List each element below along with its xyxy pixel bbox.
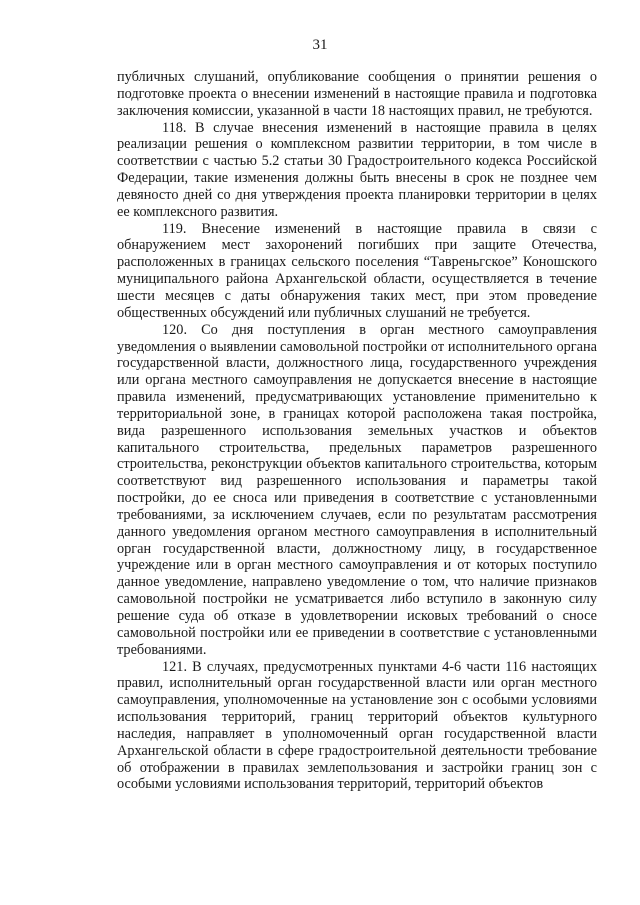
paragraph-120: 120. Со дня поступления в орган местного самоуправления уведомления о выявлении самовольной постройки от исполнительного органа государственной власти, должностного лица, государственного учреждения или органа местного самоуправления не допускается внесение в настоящие правила изменений, предусматривающих установление применительно к территориальной зоне, в границах которой расположена такая постройка, вида разрешенного использования земельных участков и объектов капитального строительства, предельных параметров разрешенного строительства, реконструкции объектов капитального строительства, которым соответствуют вид разрешенного использования и параметры такой постройки, до ее сноса или приведения в соответствие с установленными требованиями, за исключением случаев, если по результатам рассмотрения данного уведомления органом местного самоуправления в исполнительный орган государственной власти, должностному лицу, в государственное учреждение или в орган местного самоуправления и от которых поступило данное уведомление, направлено уведомление о том, что наличие признаков самовольной постройки не усматривается либо вступило в законную силу решение суда об отказе в удовлетворении исковых требований о сносе самовольной постройки или ее приведении в соответствие с установленными требованиями.	[117, 321, 597, 658]
paragraph-118: 118. В случае внесения изменений в настоящие правила в целях реализации решения о комплексном развитии территории, в том числе в соответствии с частью 5.2 статьи 30 Градостроительного кодекса Российской Федерации, такие изменения должны быть внесены в срок не позднее чем девяносто дней со дня утверждения проекта планировки территории в целях ее комплексного развития.	[117, 119, 597, 220]
paragraph-121: 121. В случаях, предусмотренных пунктами 4-6 части 116 настоящих правил, исполнительный орган государственной власти или орган местного самоуправления, уполномоченные на установление зон с особыми условиями использования территорий, границ территорий объектов культурного наследия, направляет в уполномоченный орган государственной власти Архангельской области в сфере градостроительной деятельности требование об отображении в правилах землепользования и застройки границ зон с особыми условиями использования территорий, территорий объектов	[117, 658, 597, 793]
document-body	[117, 69, 597, 793]
paragraph-continuation: публичных слушаний, опубликование сообщения о принятии решения о подготовке проекта о внесении изменений в настоящие правила и подготовка заключения комиссии, указанной в части 18 настоящих правил, не требуются.	[117, 69, 597, 119]
page-number: 31	[312, 37, 328, 53]
paragraph-119: 119. Внесение изменений в настоящие правила в связи с обнаружением мест захоронений погибших при защите Отечества, расположенных в границах сельского поселения “Тавреньгское” Коношского муниципального района Архангельской области, осуществляется в течение шести месяцев с даты обнаружения таких мест, при этом проведение общественных обсуждений или публичных слушаний не требуется.	[117, 220, 597, 321]
